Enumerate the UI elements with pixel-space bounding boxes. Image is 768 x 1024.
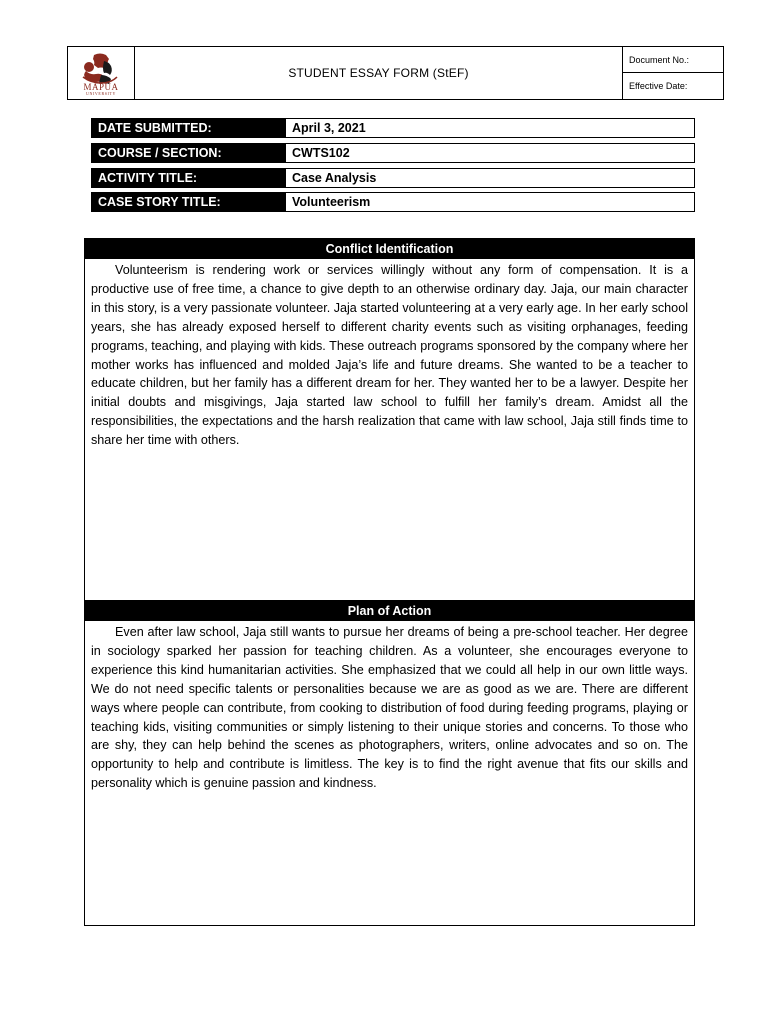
effective-date-label: Effective Date: <box>629 81 688 91</box>
document-no-label: Document No.: <box>623 47 723 73</box>
plan-of-action-heading: Plan of Action <box>85 600 694 621</box>
case-story-title-row <box>91 192 695 212</box>
conflict-identification-text: Volunteerism is rendering work or services willingly without any form of compensation. It is a productive use of free time, a chance to give depth to an otherwise ordinary day. Jaja, our main character in this story, is a very passionate volunteer. Jaja started volunteering at a very early age. In her early school years, she has already exposed herself to different charity events such as visiting orphanages, feeding programs, teaching, and playing with kids. These outreach programs sponsored by the company where her mother works has influenced and molded Jaja’s life and future dreams. She wanted to be a teacher to educate children, but her family has a different dream for her. They wanted her to be a lawyer. Despite her initial doubts and misgivings, Jaja started law school to fulfill her family’s dream. Amidst all the responsibilities, the expectations and the harsh realization that came with law school, Jaja still finds time to share her time with others. <box>91 263 688 448</box>
conflict-identification-section <box>84 238 695 602</box>
activity-title-row <box>91 168 695 188</box>
course-section-value: CWTS102 <box>285 144 694 162</box>
plan-of-action-section <box>84 600 695 926</box>
activity-title-value: Case Analysis <box>285 169 694 187</box>
form-header <box>67 46 724 100</box>
logo-subtext: UNIVERSITY <box>86 91 116 96</box>
activity-title-label: ACTIVITY TITLE: <box>92 169 285 187</box>
conflict-identification-heading: Conflict Identification <box>85 238 694 259</box>
course-section-label: COURSE / SECTION: <box>92 144 285 162</box>
date-submitted-row <box>91 118 695 138</box>
logo-cell <box>68 47 135 99</box>
case-story-title-value: Volunteerism <box>285 193 694 211</box>
logo-wordmark: MAPÚA <box>83 82 119 92</box>
plan-of-action-text: Even after law school, Jaja still wants to pursue her dreams of being a pre-school teacher. Her degree in sociology sparked her passion for teaching children. As a volunteer, she encourages everyone to experience this kind humanitarian activities. She emphasized that we could all help in our own little ways. We do not need specific talents or personalities because we are as good as we are. There are different ways where people can contribute, from cooking to distribution of food during feeding programs, playing or teaching kids, visiting communities or simply listening to their unique stories and concerns. To those who are shy, they can help behind the scenes as photographers, writers, online advocates and so on. The opportunity to help and contribute is limitless. The key is to find the right avenue that fits our skills and personality which is genuine passion and kindness. <box>91 625 688 791</box>
document-info <box>622 47 723 99</box>
date-submitted-label: DATE SUBMITTED: <box>92 119 285 137</box>
date-submitted-value: April 3, 2021 <box>285 119 694 137</box>
form-title: STUDENT ESSAY FORM (StEF) <box>288 66 469 80</box>
course-section-row <box>91 143 695 163</box>
case-story-title-label: CASE STORY TITLE: <box>92 193 285 211</box>
